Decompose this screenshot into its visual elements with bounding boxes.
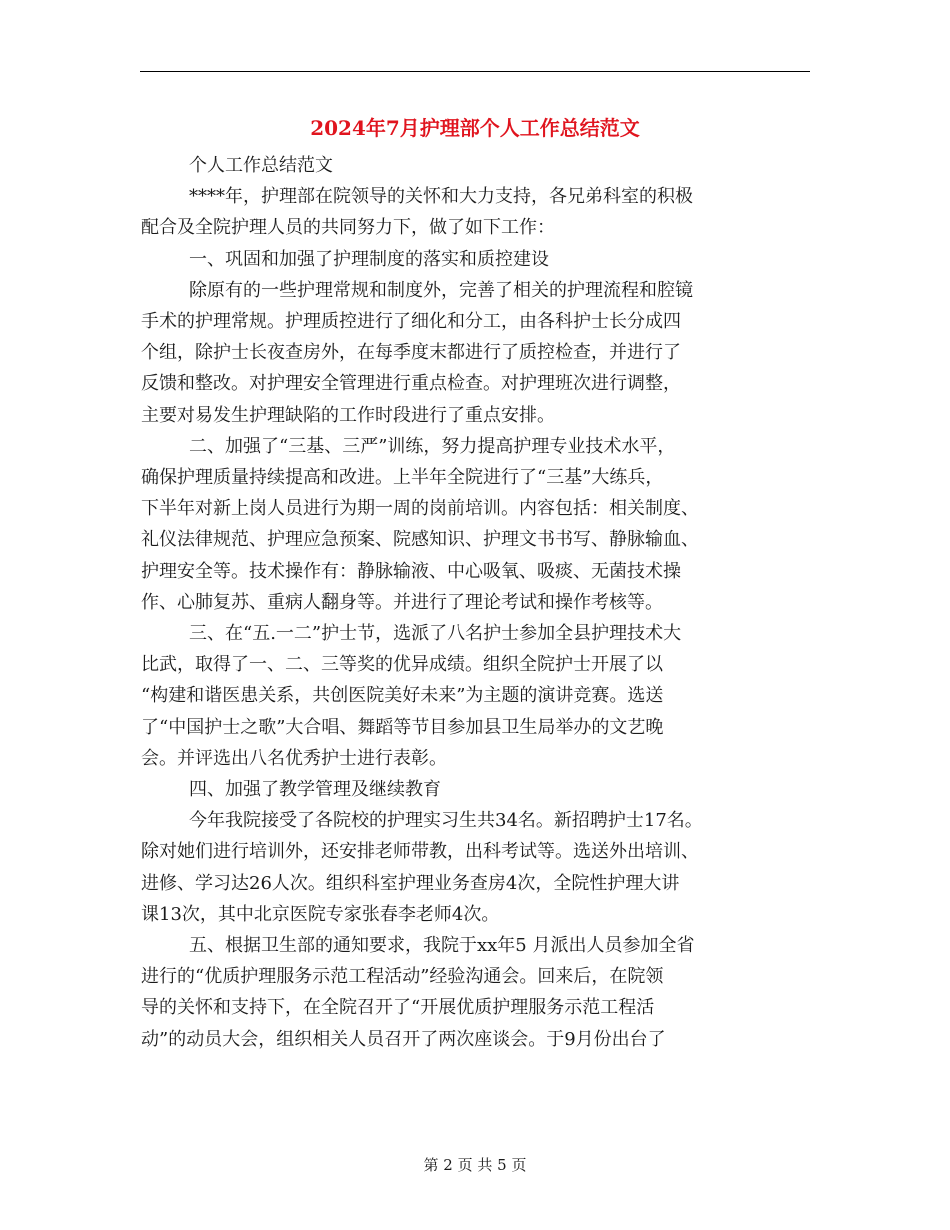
text-line: 个组，除护士长夜查房外，在每季度末都进行了质控检查，并进行了 <box>141 342 681 364</box>
text-line: 四、加强了教学管理及继续教育 <box>189 779 441 801</box>
page-number: 第 2 页 共 5 页 <box>423 1156 527 1174</box>
text-line: 课13次，其中北京医院专家张春李老师4次。 <box>141 903 500 925</box>
text-line: 动”的动员大会，组织相关人员召开了两次座谈会。于9月份出台了 <box>141 1028 666 1050</box>
text-line: 今年我院接受了各院校的护理实习生共34名。新招聘护士17名。 <box>189 810 703 832</box>
paragraph <box>141 618 813 774</box>
text-line: 比武，取得了一、二、三等奖的优异成绩。组织全院护士开展了以 <box>141 654 663 676</box>
paragraph <box>141 181 813 243</box>
paragraph <box>141 774 813 805</box>
text-line: 进行的“优质护理服务示范工程活动”经验沟通会。回来后，在院领 <box>141 966 664 988</box>
document-title: 2024年7月护理部个人工作总结范文 <box>310 116 640 140</box>
text-line: 主要对易发生护理缺陷的工作时段进行了重点安排。 <box>141 404 555 426</box>
text-line: 二、加强了“三基、三严”训练，努力提高护理专业技术水平， <box>189 435 676 457</box>
text-line: 护理安全等。技术操作有：静脉输液、中心吸氧、吸痰、无菌技术操 <box>141 560 681 582</box>
paragraph <box>141 431 813 618</box>
text-line: 一、巩固和加强了护理制度的落实和质控建设 <box>189 248 549 270</box>
text-line: 五、根据卫生部的通知要求，我院于xx年5 月派出人员参加全省 <box>189 935 695 957</box>
text-line: ****年，护理部在院领导的关怀和大力支持，各兄弟科室的积极 <box>189 186 693 208</box>
paragraph <box>141 244 813 275</box>
text-line: 礼仪法律规范、护理应急预案、院感知识、护理文书书写、静脉输血、 <box>141 529 699 551</box>
text-line: 了“中国护士之歌”大合唱、舞蹈等节目参加县卫生局举办的文艺晚 <box>141 716 664 738</box>
paragraph <box>141 275 813 431</box>
text-line: 进修、学习达26人次。组织科室护理业务查房4次，全院性护理大讲 <box>141 872 680 894</box>
text-line: 配合及全院护理人员的共同努力下，做了如下工作： <box>141 217 555 239</box>
text-line: 确保护理质量持续提高和改进。上半年全院进行了“三基”大练兵， <box>141 467 664 489</box>
text-line: 导的关怀和支持下，在全院召开了“开展优质护理服务示范工程活 <box>141 997 655 1019</box>
text-line: 除原有的一些护理常规和制度外，完善了相关的护理流程和腔镜 <box>189 279 693 301</box>
text-line: 下半年对新上岗人员进行为期一周的岗前培训。内容包括：相关制度、 <box>141 498 699 520</box>
paragraph <box>141 150 813 181</box>
text-line: 除对她们进行培训外，还安排老师带教，出科考试等。选送外出培训、 <box>141 841 699 863</box>
paragraph <box>141 930 813 1055</box>
text-line: 作、心肺复苏、重病人翻身等。并进行了理论考试和操作考核等。 <box>141 591 663 613</box>
text-line: “构建和谐医患关系，共创医院美好未来”为主题的演讲竞赛。选送 <box>141 685 664 707</box>
text-line: 反馈和整改。对护理安全管理进行重点检查。对护理班次进行调整， <box>141 373 681 395</box>
text-line: 个人工作总结范文 <box>189 155 333 176</box>
text-line: 会。并评选出八名优秀护士进行表彰。 <box>141 747 447 769</box>
text-line: 手术的护理常规。护理质控进行了细化和分工，由各科护士长分成四 <box>141 311 681 333</box>
header-rule <box>140 71 810 72</box>
paragraph <box>141 805 813 930</box>
document-body <box>141 150 813 1055</box>
text-line: 三、在“五.一二”护士节，选派了八名护士参加全县护理技术大 <box>189 623 682 645</box>
